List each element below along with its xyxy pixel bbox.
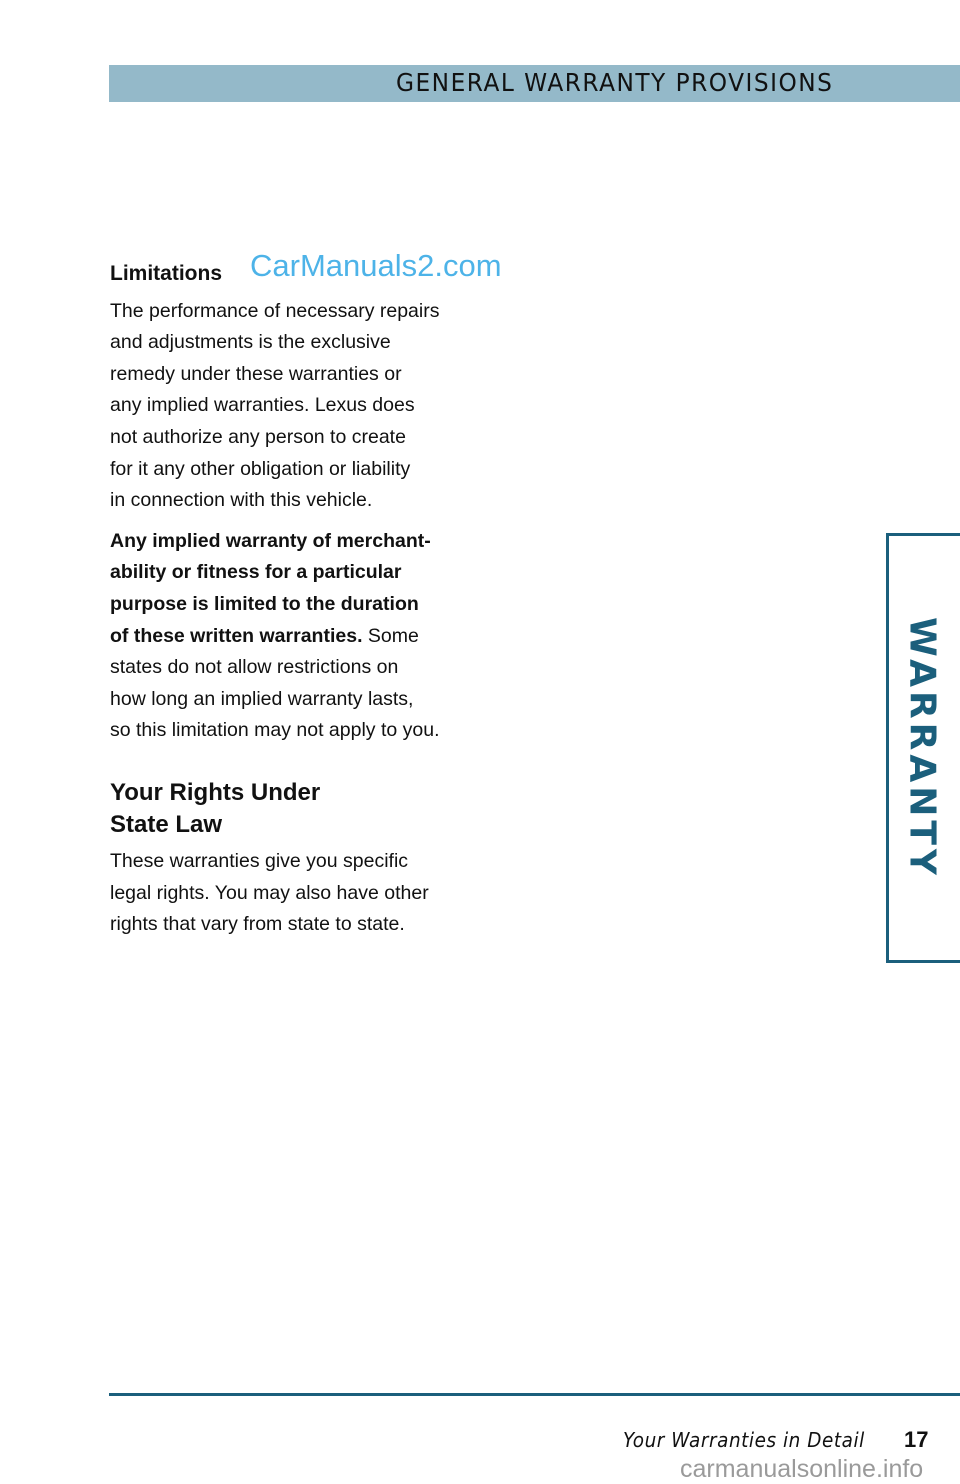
text-line: ability or fitness for a particular [110,561,402,584]
text-line: how long an implied warranty lasts, [110,687,414,710]
text-line: Any implied warranty of merchant- [110,529,431,552]
limitations-paragraph [110,296,455,517]
footer-rule [109,1393,960,1396]
text-line: The performance of necessary repairs [110,299,440,322]
implied-warranty-paragraph [110,526,455,747]
text-line: so this limitation may not apply to you. [110,719,440,742]
text-line: in connection with this vehicle. [110,489,373,512]
heading-line: Your Rights Under [110,779,321,806]
text-line: rights that vary from state to state. [110,913,405,936]
text-line: Some [362,624,419,647]
text-line: and adjustments is the exclusive [110,331,391,354]
side-tab-label: WARRANTY [901,616,943,880]
page-header-title: GENERAL WARRANTY PROVISIONS [396,68,834,97]
section-heading-state-law [110,777,455,840]
text-line: not authorize any person to create [110,425,406,448]
footer-title: Your Warranties in Detail [623,1428,865,1452]
text-line: of these written warranties. [110,624,363,647]
state-law-paragraph [110,846,455,941]
text-line: any implied warranties. Lexus does [110,394,415,417]
state-law-section [110,777,455,941]
watermark-top: CarManuals2.com [250,248,502,283]
heading-line: State Law [110,810,223,838]
page-number: 17 [904,1427,929,1452]
watermark-bottom: carmanualsonline.info [680,1455,924,1483]
section-heading-limitations: Limitations [110,262,223,285]
text-line: states do not allow restrictions on [110,656,399,679]
text-line: These warranties give you specific [110,850,409,872]
text-line: remedy under these warranties or [110,362,402,385]
limitations-section [110,258,455,747]
text-line: legal rights. You may also have other [110,881,429,904]
text-line: purpose is limited to the duration [110,592,419,615]
text-line: for it any other obligation or liability [110,457,411,480]
